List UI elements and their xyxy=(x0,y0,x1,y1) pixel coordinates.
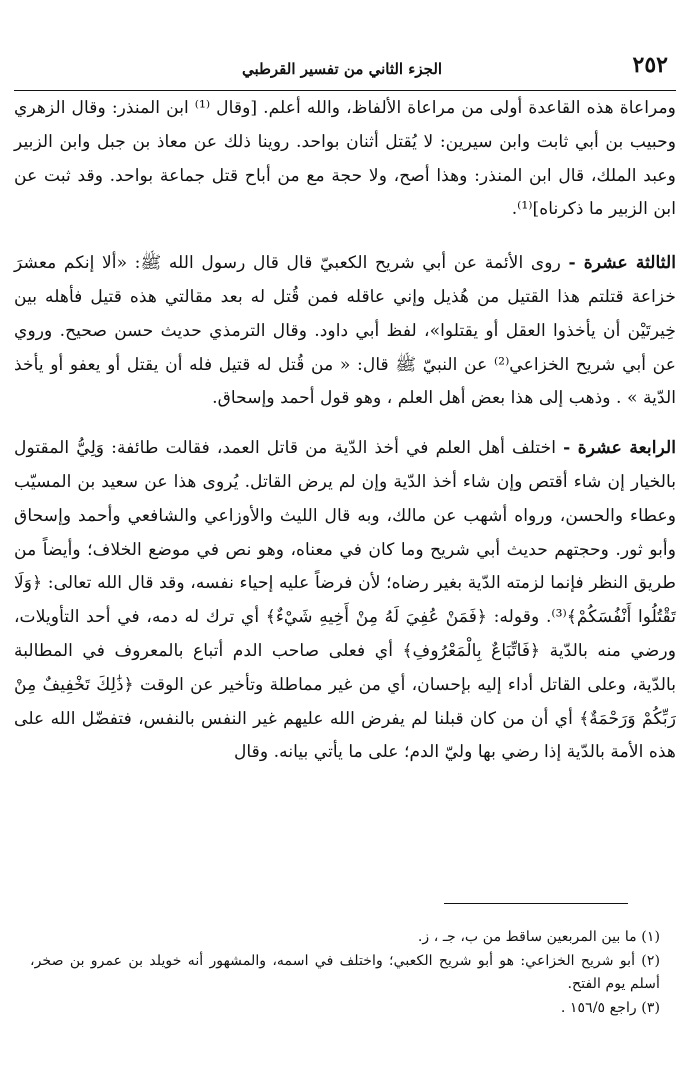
page-header xyxy=(12,46,672,86)
paragraph-text: اختلف أهل العلم في أخذ الدّية من قاتل العمد، فقالت طائفة: وَلِيُّ المقتول بالخيار إن شاء أقتص وإن شاء أخذ الدّية وإن لم يرض القاتل. يُروى هذا عن سعيد بن المسيّب وعطاء والحسن، ورواه أشهب عن مالك، وبه قال الليث والأوزاعي والشافعي وأحمد وإسحاق وأبو ثور. وحجتهم حديث أبي شريح وما كان في معناه، وهو نص في موضع الخلاف؛ وأيضاً من طريق النظر فإنما لزمته الدّية بغير رضاه؛ لأن فرضاً عليه إحياء نفسه، وقد قال الله تعالى: ﴿وَلَا تَقْتُلُوا أَنْفُسَكُمْ﴾⁽³⁾. وقوله: ﴿فَمَنْ عُفِيَ لَهُ مِنْ أَخِيهِ شَيْءٌ﴾ أي ترك له دمه، في أحد التأويلات، ورضي منه بالدّية ﴿فَاتِّبَاعٌ بِالْمَعْرُوفِ﴾ أي فعلى صاحب الدم أتباع بالمعروف في المطالبة بالدّية، وعلى القاتل أداء إليه بإحسان، أي من غير مماطلة وتأخير عن الوقت ﴿ذَٰلِكَ تَخْفِيفٌ مِنْ رَبِّكُمْ وَرَحْمَةٌ﴾ أي أن من كان قبلنا لم يفرض الله عليهم غير النفس بالنفس، فتفضّل الله على هذه الأمة بالدّية إذا رضي بها وليّ الدم؛ على ما يأتي بيانه. وقال xyxy=(14,438,676,763)
footnote: (٣) راجع ١٥٦/٥ . xyxy=(560,999,660,1016)
paragraph-text: روى الأئمة عن أبي شريح الكعبيّ قال قال رسول الله ﷺ: «ألا إنكم معشرَ خزاعة قتلتم هذا القتيل من هُذيل وإني عاقله فمن قُتل له بعد مقالتي هذه قتيل فأهله بين خِيرتَيْن أن يأخذوا العقل أو يقتلوا»، لفظ أبي داود. وقال الترمذي حديث حسن صحيح. وروي عن أبي شريح الخزاعي⁽²⁾ عن النبيّ ﷺ قال: « من قُتل له قتيل فله أن يقتل أو يعفو أو يأخذ الدّية » . وذهب إلى هذا بعض أهل العلم ، وهو قول أحمد وإسحاق. xyxy=(14,253,676,409)
section-heading: الثالثة عشرة - xyxy=(568,253,676,274)
paragraph xyxy=(14,247,676,416)
paragraph xyxy=(14,92,676,227)
paragraph xyxy=(14,432,676,770)
footnote: (١) ما بين المربعين ساقط من ب، جـ ، ز. xyxy=(417,929,660,945)
section-heading: الرابعة عشرة - xyxy=(563,438,676,459)
paragraph-text: ومراعاة هذه القاعدة أولى من مراعاة الألفاظ، والله أعلم. [وقال ⁽¹⁾ ابن المنذر: وقال الزهري وحبيب بن أبي ثابت وابن سيرين: لا يُقتل أثنان بواحد. روينا ذلك عن معاذ بن جبل وابن الزبير وعبد الملك، قال ابن المنذر: وهذا أصح، ولا حجة مع من أباح قتل جماعة بواحد. وقد ثبت عن ابن الزبير ما ذكرناه]⁽¹⁾. xyxy=(14,98,676,220)
footnote: (٢) أبو شريح الخزاعي: هو أبو شريح الكعبي؛ واختلف في اسمه، والمشهور أنه خويلد بن عمرو بن صخر، أسلم يوم الفتح. xyxy=(30,952,660,992)
footnote-divider xyxy=(444,903,628,904)
main-text xyxy=(14,92,676,770)
header-divider xyxy=(14,90,676,91)
running-title: الجزء الثاني من تفسير القرطبي xyxy=(241,60,443,78)
footnotes xyxy=(30,926,660,1020)
page-number: ٢٥٢ xyxy=(632,52,668,78)
